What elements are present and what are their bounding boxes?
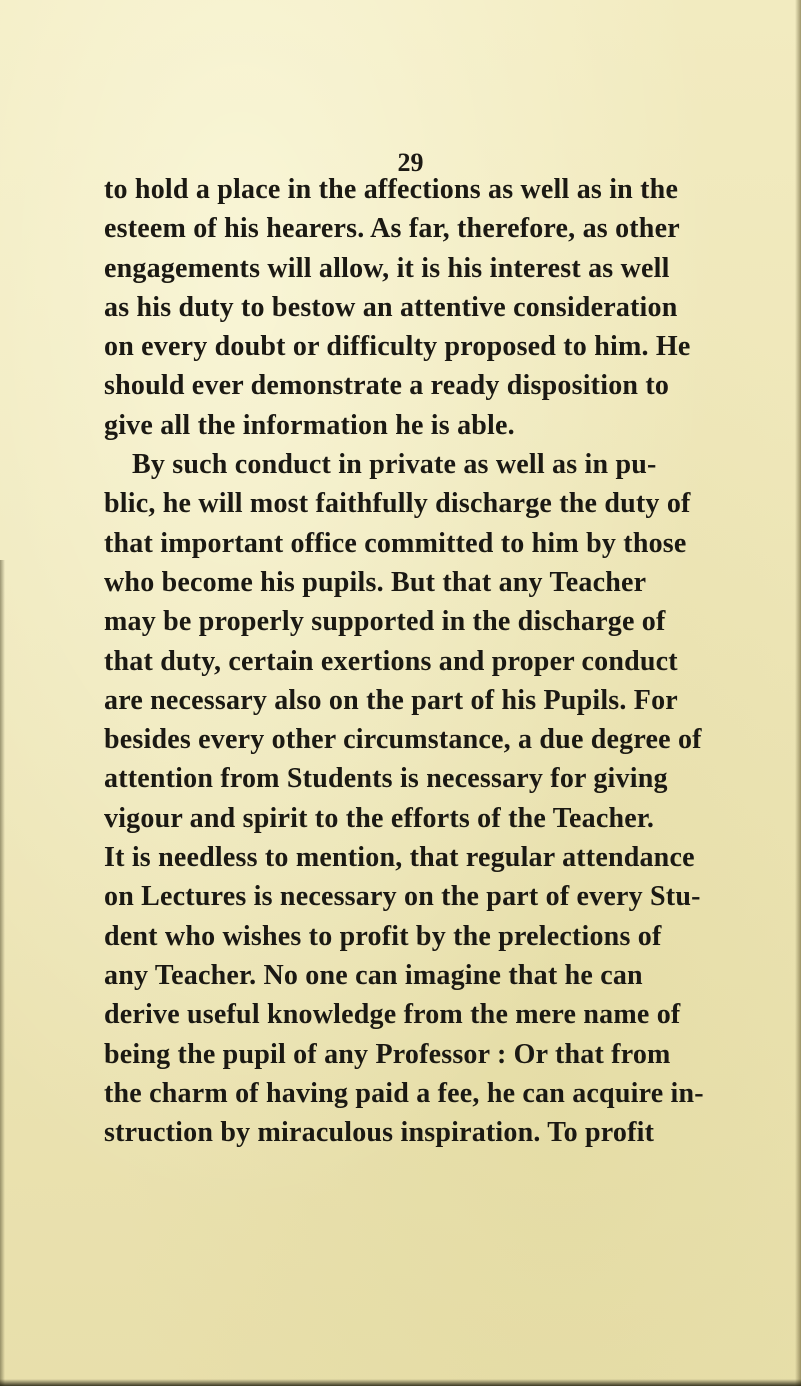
text-line: attention from Students is necessary for giving xyxy=(104,763,668,795)
text-line: dent who wishes to profit by the prelections of xyxy=(104,920,662,952)
text-line: may be properly supported in the discharge of xyxy=(104,606,666,638)
text-line: besides every other circumstance, a due degree of xyxy=(104,724,702,756)
text-line: that important office committed to him by those xyxy=(104,527,687,559)
text-line: It is needless to mention, that regular attendance xyxy=(104,842,695,874)
text-line: any Teacher. No one can imagine that he can xyxy=(104,959,643,991)
text-line: should ever demonstrate a ready disposition to xyxy=(104,370,670,402)
page-edge-bottom xyxy=(0,1379,801,1386)
body-text xyxy=(104,170,704,1152)
text-line: vigour and spirit to the efforts of the Teacher. xyxy=(104,802,655,834)
text-line: who become his pupils. But that any Teacher xyxy=(104,566,647,598)
page-edge-right xyxy=(795,0,801,1386)
text-line: derive useful knowledge from the mere name of xyxy=(104,999,681,1031)
page-number: 29 xyxy=(397,148,424,177)
text-line: blic, he will most faithfully discharge the duty of xyxy=(104,488,691,520)
text-line: being the pupil of any Professor : Or that from xyxy=(104,1038,671,1070)
text-line: on every doubt or difficulty proposed to him. He xyxy=(104,331,691,363)
text-line: as his duty to bestow an attentive consideration xyxy=(104,291,678,323)
page-edge-left xyxy=(0,560,5,1386)
text-line: that duty, certain exertions and proper conduct xyxy=(104,645,678,677)
text-line: struction by miraculous inspiration. To profit xyxy=(104,1117,655,1149)
text-line: to hold a place in the affections as well as in the xyxy=(104,174,679,205)
text-line: esteem of his hearers. As far, therefore, as other xyxy=(104,213,680,245)
text-line: are necessary also on the part of his Pupils. For xyxy=(104,684,678,716)
text-line: on Lectures is necessary on the part of every Stu- xyxy=(104,881,701,913)
text-line: the charm of having paid a fee, he can acquire in- xyxy=(104,1077,704,1109)
text-line-paragraph-start: By such conduct in private as well as in pu- xyxy=(132,449,657,481)
text-line: engagements will allow, it is his interest as well xyxy=(104,252,670,284)
text-line-paragraph-end: give all the information he is able. xyxy=(104,409,515,441)
